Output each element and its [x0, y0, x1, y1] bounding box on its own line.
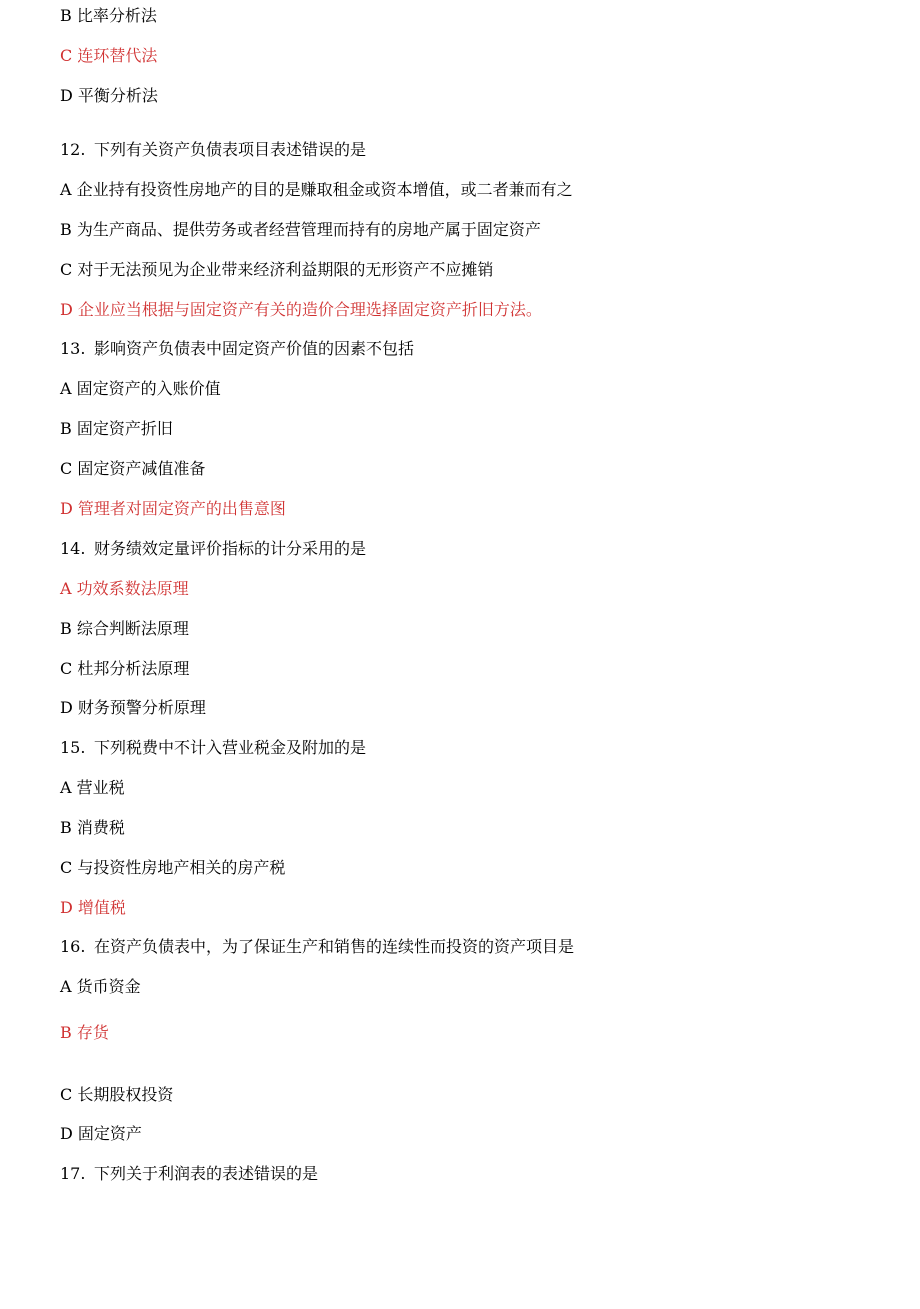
question-number: 13.: [60, 339, 86, 358]
question-number: 12.: [60, 140, 86, 159]
answer-option-line: D 管理者对固定资产的出售意图: [60, 499, 286, 518]
option-line: D 财务预警分析原理: [60, 698, 206, 717]
option-line: C 对于无法预见为企业带来经济利益期限的无形资产不应摊销: [60, 260, 494, 279]
answer-option-line: B 存货: [60, 1023, 109, 1042]
question-line: [60, 937, 574, 957]
question-line: [60, 339, 414, 359]
option-line: B 为生产商品、提供劳务或者经营管理而持有的房地产属于固定资产: [60, 220, 541, 239]
question-line: [60, 140, 366, 160]
answer-option-line: D 增值税: [60, 898, 126, 917]
question-text: 下列税费中不计入营业税金及附加的是: [94, 738, 367, 757]
option-line: D 固定资产: [60, 1124, 142, 1143]
option-line: D 平衡分析法: [60, 86, 158, 105]
question-text: 财务绩效定量评价指标的计分采用的是: [94, 539, 367, 558]
question-text: 下列关于利润表的表述错误的是: [94, 1164, 319, 1183]
option-line: B 比率分析法: [60, 6, 157, 25]
answer-option-line: D 企业应当根据与固定资产有关的造价合理选择固定资产折旧方法。: [60, 300, 542, 319]
question-text: 下列有关资产负债表项目表述错误的是: [94, 140, 367, 159]
question-text: 影响资产负债表中固定资产价值的因素不包括: [94, 339, 415, 358]
answer-option-line: A 功效系数法原理: [60, 579, 189, 598]
option-line: A 企业持有投资性房地产的目的是赚取租金或资本增值，或二者兼而有之: [60, 180, 573, 199]
option-line: B 消费税: [60, 818, 125, 837]
question-line: [60, 1164, 318, 1184]
question-line: [60, 539, 366, 559]
question-line: [60, 738, 366, 758]
question-text: 在资产负债表中，为了保证生产和销售的连续性而投资的资产项目是: [94, 937, 575, 956]
option-line: C 长期股权投资: [60, 1085, 174, 1104]
question-number: 14.: [60, 539, 86, 558]
answer-option-line: C 连环替代法: [60, 46, 158, 65]
option-line: C 与投资性房地产相关的房产税: [60, 858, 286, 877]
option-line: B 固定资产折旧: [60, 419, 173, 438]
option-line: C 杜邦分析法原理: [60, 659, 190, 678]
option-line: A 营业税: [60, 778, 125, 797]
question-number: 17.: [60, 1164, 86, 1183]
question-number: 16.: [60, 937, 86, 956]
option-line: B 综合判断法原理: [60, 619, 189, 638]
option-line: A 固定资产的入账价值: [60, 379, 221, 398]
option-line: A 货币资金: [60, 977, 141, 996]
option-line: C 固定资产减值准备: [60, 459, 206, 478]
question-number: 15.: [60, 738, 86, 757]
